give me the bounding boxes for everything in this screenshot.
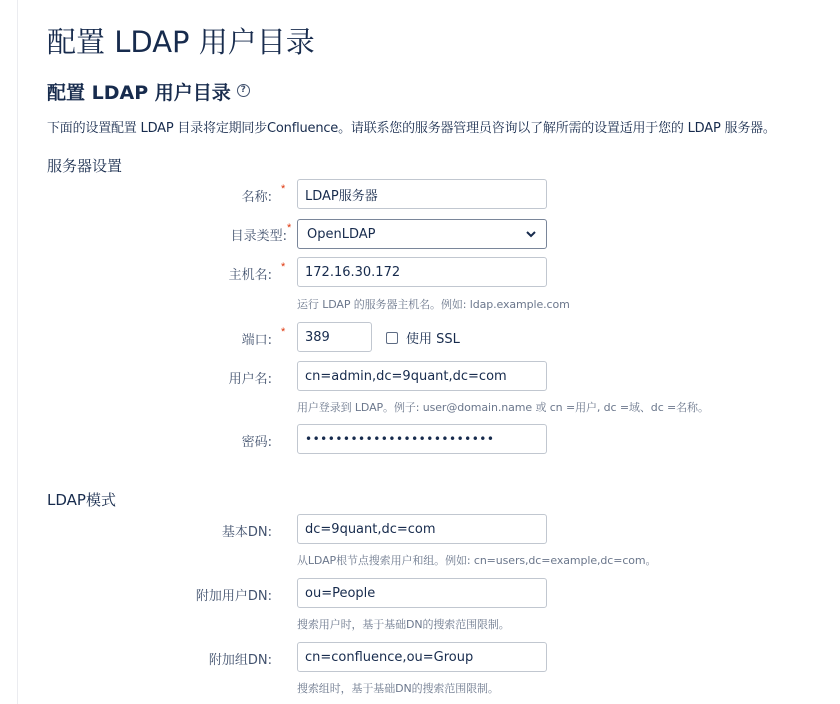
hostname-label: 主机名: xyxy=(228,268,272,283)
port-label: 端口: xyxy=(241,333,272,348)
username-label: 用户名: xyxy=(228,372,272,387)
directory-type-select[interactable] xyxy=(297,219,547,249)
required-marker: * xyxy=(281,183,286,195)
additional-group-dn-input[interactable] xyxy=(297,642,547,672)
additional-user-dn-hint: 搜索用户时，基于基础DN的搜索范围限制。 xyxy=(297,618,510,631)
required-marker: * xyxy=(281,261,286,273)
port-input-value: 389 xyxy=(305,329,330,345)
username-input-value: cn=admin,dc=9quant,dc=com xyxy=(305,368,507,384)
additional-group-dn-input-value: cn=confluence,ou=Group xyxy=(305,649,474,665)
port-input[interactable] xyxy=(297,322,372,352)
hostname-input[interactable] xyxy=(297,257,547,287)
username-input[interactable] xyxy=(297,361,547,391)
name-input-value: LDAP服务器 xyxy=(305,188,378,204)
directory-type-label: 目录类型: xyxy=(230,229,287,244)
password-input[interactable] xyxy=(297,424,547,454)
chevron-down-icon xyxy=(525,228,537,240)
additional-group-dn-hint: 搜索组时，基于基础DN的搜索范围限制。 xyxy=(297,682,499,695)
use-ssl-label: 使用 SSL xyxy=(406,332,460,347)
base-dn-hint: 从LDAP根节点搜索用户和组。例如: cn=users,dc=example,dc=com。 xyxy=(297,554,657,567)
additional-user-dn-input[interactable] xyxy=(297,578,547,608)
additional-group-dn-label: 附加组DN: xyxy=(208,653,272,668)
ldap-schema-title: LDAP模式 xyxy=(47,491,116,509)
page-description: 下面的设置配置 LDAP 目录将定期同步Confluence。请联系您的服务器管理员咨询以了解所需的设置适用于您的 LDAP 服务器。 xyxy=(47,121,776,136)
name-input[interactable] xyxy=(297,179,547,209)
section-title-text: 配置 LDAP 用户目录 xyxy=(47,82,231,104)
username-hint: 用户登录到 LDAP。例子: user@domain.name 或 cn =用户, dc =域、dc =名称。 xyxy=(297,401,709,414)
required-marker: * xyxy=(287,222,292,234)
use-ssl-option[interactable] xyxy=(386,328,460,347)
additional-user-dn-label: 附加用户DN: xyxy=(195,589,272,604)
use-ssl-checkbox[interactable] xyxy=(386,332,398,344)
hostname-hint: 运行 LDAP 的服务器主机名。例如: ldap.example.com xyxy=(297,298,570,311)
page-title: 配置 LDAP 用户目录 xyxy=(47,25,315,59)
server-settings-title: 服务器设置 xyxy=(47,157,123,175)
password-input-value: ••••••••••••••••••••••••• xyxy=(305,432,495,446)
name-label: 名称: xyxy=(241,190,272,205)
directory-type-value: OpenLDAP xyxy=(307,226,376,242)
hostname-input-value: 172.16.30.172 xyxy=(305,264,401,280)
base-dn-input-value: dc=9quant,dc=com xyxy=(305,521,436,537)
required-marker: * xyxy=(281,326,286,338)
left-divider xyxy=(17,0,18,704)
base-dn-label: 基本DN: xyxy=(221,525,272,540)
password-label: 密码: xyxy=(241,435,272,450)
base-dn-input[interactable] xyxy=(297,514,547,544)
additional-user-dn-input-value: ou=People xyxy=(305,585,376,601)
help-circle-icon[interactable]: ? xyxy=(237,84,250,97)
section-title xyxy=(47,78,250,105)
